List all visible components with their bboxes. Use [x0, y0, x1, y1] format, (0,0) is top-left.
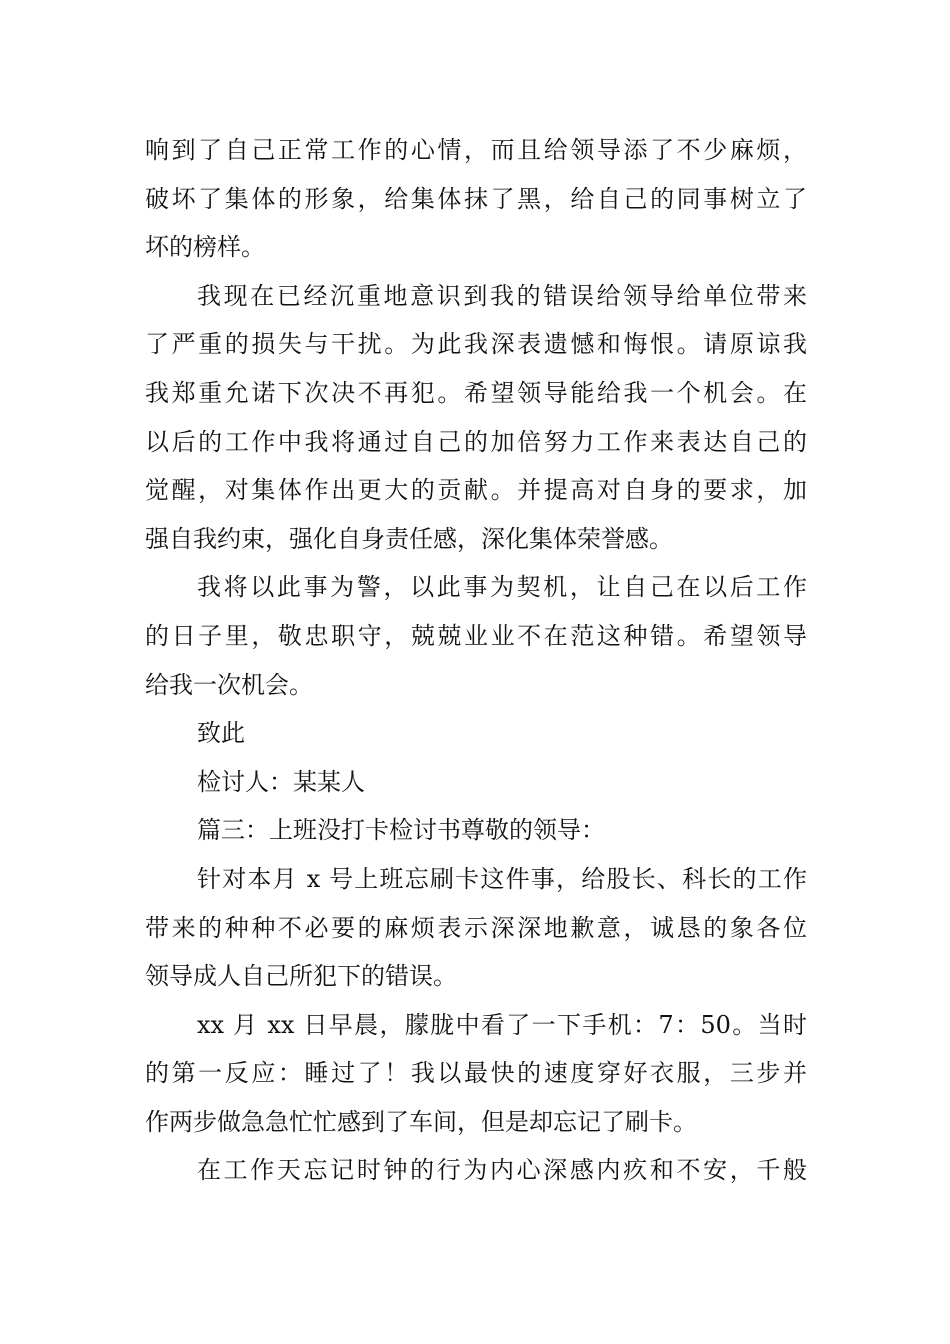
paragraph-first-line: 针对本月 x 号上班忘刷卡这件事，给股长、科长的工作 [197, 864, 807, 893]
text-line: 作两步做急急忙忙感到了车间，但是却忘记了刷卡。 [145, 1107, 697, 1136]
text-line: 了严重的损失与干扰。为此我深表遗憾和悔恨。请原谅我 [145, 330, 807, 359]
paragraph-first-line: 在工作天忘记时钟的行为内心深感内疚和不安，千般 [197, 1156, 807, 1185]
text-line: 以后的工作中我将通过自己的加倍努力工作来表达自己的 [145, 427, 807, 456]
text-line: 坏的榜样。 [145, 233, 265, 262]
text-line: 的第一反应：睡过了！我以最快的速度穿好衣服，三步并 [145, 1059, 807, 1088]
closing-line: 致此 [197, 719, 245, 748]
paragraph-first-line: xx 月 xx 日早晨，朦胧中看了一下手机：7：50。当时 [197, 1010, 807, 1039]
paragraph-first-line: 我现在已经沉重地意识到我的错误给领导给单位带来 [197, 281, 807, 310]
text-line: 给我一次机会。 [145, 670, 313, 699]
text-line: 领导成人自己所犯下的错误。 [145, 962, 457, 991]
text-line: 强自我约束，强化自身责任感，深化集体荣誉感。 [145, 524, 673, 553]
signature-line: 检讨人：某某人 [197, 767, 365, 796]
section-heading: 篇三：上班没打卡检讨书尊敬的领导： [197, 816, 605, 845]
document-body [145, 126, 807, 1195]
paragraph-first-line: 我将以此事为警，以此事为契机，让自己在以后工作 [197, 573, 807, 602]
text-line: 的日子里，敬忠职守，兢兢业业不在范这种错。希望领导 [145, 621, 807, 650]
text-line: 响到了自己正常工作的心情，而且给领导添了不少麻烦， [145, 136, 807, 164]
text-line: 我郑重允诺下次决不再犯。希望领导能给我一个机会。在 [145, 378, 807, 407]
text-line: 带来的种种不必要的麻烦表示深深地歉意，诚恳的象各位 [145, 913, 807, 942]
text-line: 觉醒，对集体作出更大的贡献。并提高对自身的要求，加 [145, 476, 807, 505]
text-line: 破坏了集体的形象，给集体抹了黑，给自己的同事树立了 [145, 184, 807, 213]
